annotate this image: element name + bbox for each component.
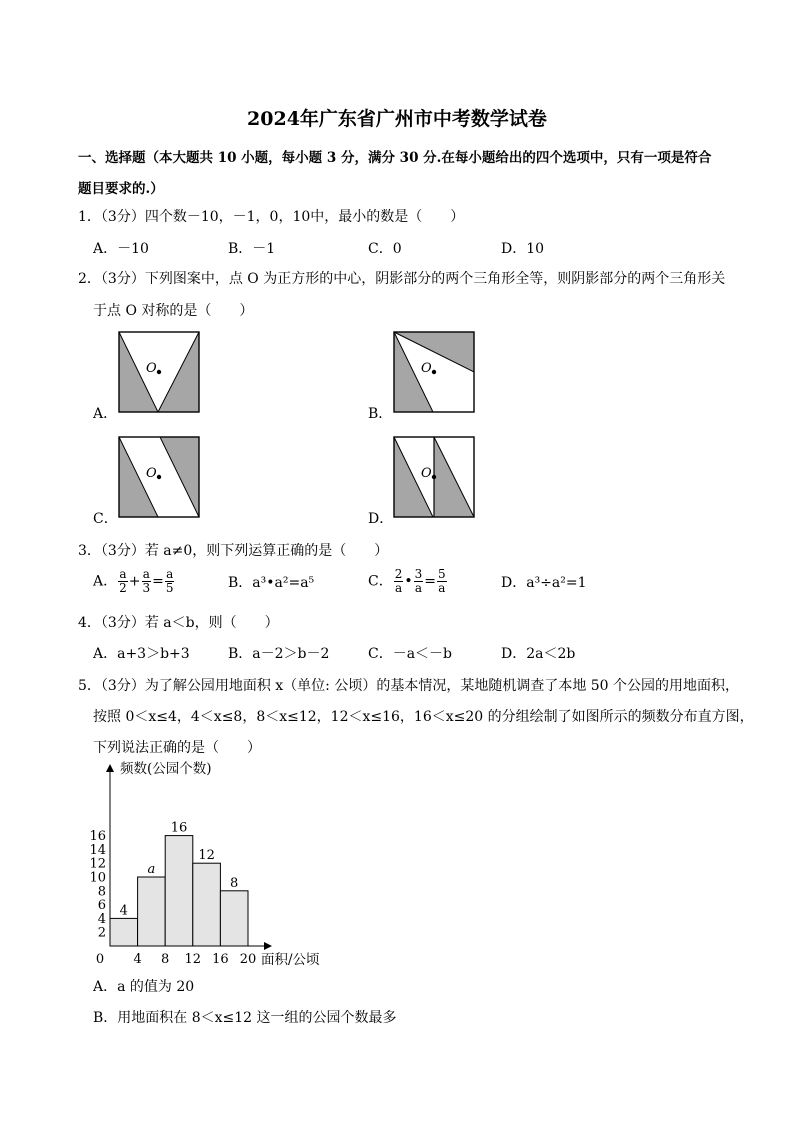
x-tick-label: 12 <box>184 952 202 967</box>
q3-option-a: A． $\frac{a}{2}$ + $\frac{a}{3}$ = $\frac{a}{5}$ <box>93 567 174 595</box>
section-heading-line2: 题目要求的.） <box>78 181 164 197</box>
data-label-0-4: 4 <box>119 903 128 919</box>
q1-stem: 1．（3分）四个数－10，－1，0，10中，最小的数是（ ） <box>78 209 465 225</box>
q2-label-c: C． <box>93 511 118 527</box>
x-tick-label: 4 <box>133 952 142 967</box>
q3-stem: 3．（3分）若 a≠0，则下列运算正确的是（ ） <box>78 543 389 559</box>
q4-stem: 4．（3分）若 a＜b，则（ ） <box>78 615 279 631</box>
x-tick-label: 20 <box>239 952 257 967</box>
data-label-16-20: 8 <box>230 875 239 891</box>
q2-label-b: B． <box>368 406 393 422</box>
y-tick-label: 6 <box>97 898 106 914</box>
page-title: 2024年广东省广州市中考数学试卷 <box>247 108 547 130</box>
q2-c-point-label: O <box>146 466 157 481</box>
y-tick-label: 4 <box>97 911 106 927</box>
q2-figure-c <box>118 436 200 518</box>
q2-d-point-label: O <box>421 466 432 481</box>
q2-label-d: D． <box>368 511 394 527</box>
q3-option-d: D．a³÷a²=1 <box>501 575 587 591</box>
q4-option-c: C．－a＜－b <box>368 646 453 662</box>
y-tick-label: 14 <box>89 842 106 858</box>
bar-4-8 <box>138 877 166 946</box>
section-heading-line1: 一、选择题（本大题共 10 小题，每小题 3 分，满分 30 分.在每小题给出的四个选项中，只有一项是符合 <box>78 150 712 166</box>
q2-stem-line1: 2．（3分）下列图案中，点 O 为正方形的中心，阴影部分的两个三角形全等，则阴影部分的两个三角形关 <box>78 271 726 287</box>
q5-histogram <box>80 758 340 973</box>
q1-option-a: A．－10 <box>93 241 149 257</box>
q1-option-c: C．0 <box>368 241 402 257</box>
q2-label-a: A． <box>93 406 118 422</box>
q3-option-c: C． $\frac{2}{a}$ • $\frac{3}{a}$ = $\frac{5}{a}$ <box>368 567 446 595</box>
y-tick-label: 16 <box>89 829 106 845</box>
q2-figure-d <box>393 436 475 518</box>
q5-option-b: B．用地面积在 8＜x≤12 这一组的公园个数最多 <box>93 1010 397 1026</box>
data-label-12-16: 12 <box>198 848 215 864</box>
y-tick-label: 8 <box>97 884 106 900</box>
q5-stem-line1: 5．（3分）为了解公园用地面积 x（单位: 公顷）的基本情况，某地随机调查了本地 50 个公园的用地面积， <box>78 678 740 694</box>
q2-b-point-label: O <box>421 361 432 376</box>
q5-stem-line3: 下列说法正确的是（ ） <box>93 740 261 756</box>
x-tick-label: 0 <box>95 952 105 967</box>
q1-option-d: D．10 <box>501 241 545 257</box>
q2-stem-line2: 于点 O 对称的是（ ） <box>93 303 254 319</box>
y-axis-title: 频数(公园个数) <box>120 761 212 777</box>
q4-option-d: D．2a＜2b <box>501 646 576 662</box>
y-axis-arrow <box>106 764 114 772</box>
y-tick-label: 10 <box>89 870 106 886</box>
y-tick-label: 2 <box>97 925 106 941</box>
q1-option-b: B．－1 <box>228 241 276 257</box>
q2-figure-b <box>393 331 475 413</box>
q4-option-b: B．a－2＞b－2 <box>228 646 330 662</box>
q4-option-a: A．a+3＞b+3 <box>93 646 190 662</box>
x-tick-label: 16 <box>212 952 229 967</box>
x-axis-title: 面积/公顷 <box>261 952 320 968</box>
bar-12-16 <box>193 863 221 946</box>
q3-option-b: B．a³•a²=a⁵ <box>228 575 315 591</box>
q2-a-point-label: O <box>146 361 157 376</box>
bar-0-4 <box>110 918 138 946</box>
q2-figure-a <box>118 331 200 413</box>
data-label-8-12: 16 <box>170 820 188 836</box>
bar-16-20 <box>220 891 248 946</box>
q5-option-a: A．a 的值为 20 <box>93 979 195 995</box>
y-tick-label: 12 <box>89 856 106 872</box>
bar-8-12 <box>165 836 193 946</box>
data-label-4-8: a <box>147 862 156 877</box>
q5-stem-line2: 按照 0＜x≤4，4＜x≤8，8＜x≤12，12＜x≤16，16＜x≤20 的分组绘制了如图所示的频数分布直方图， <box>93 709 754 725</box>
x-tick-label: 8 <box>161 952 170 967</box>
x-axis-arrow <box>264 942 272 950</box>
